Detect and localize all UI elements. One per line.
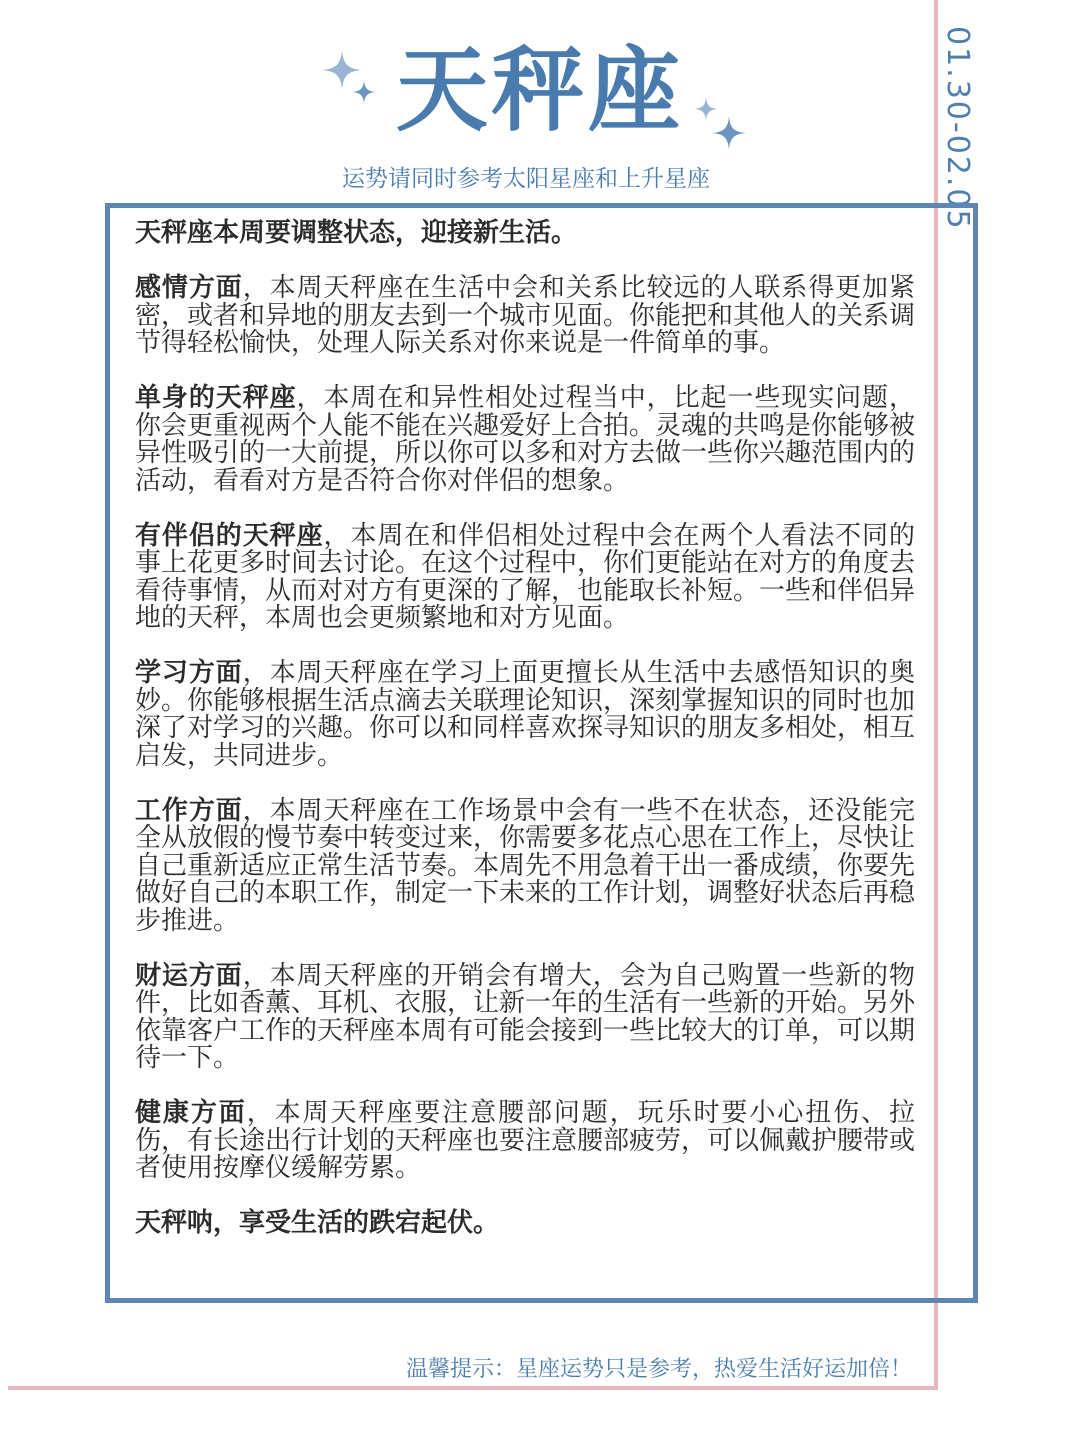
date-range: 01.30-02.05 xyxy=(940,26,975,231)
section-study xyxy=(135,660,915,770)
page-subtitle: 运势请同时参考太阳星座和上升星座 xyxy=(342,166,710,192)
section-text: ，本周在和伴侣相处过程中会在两个人看法不同的事上花更多时间去讨论。在这个过程中，你们更能站在对方的角度去看待事情，从而对对方有更深的了解，也能取长补短。一些和伴侣异地的天秤，本周也会更频繁地和对方见面。 xyxy=(135,520,916,633)
horoscope-content xyxy=(135,220,915,1265)
section-single xyxy=(135,385,915,495)
section-label: 工作方面 xyxy=(135,795,243,826)
section-partnered xyxy=(135,520,916,633)
section-text: ，本周天秤座要注意腰部问题，玩乐时要小心扭伤、拉伤，有长途出行计划的天秤座也要注意腰部疲劳，可以佩戴护腰带或者使用按摩仪缓解劳累。 xyxy=(135,1098,916,1183)
footer-tip: 温馨提示：星座运势只是参考，热爱生活好运加倍！ xyxy=(405,1357,912,1382)
section-label: 单身的天秤座 xyxy=(135,383,297,413)
section-health xyxy=(135,1100,915,1183)
section-work xyxy=(135,795,916,936)
section-text: ，本周天秤座在工作场景中会有一些不在状态，还没能完全从放假的慢节奏中转变过来，你需要多花点心思在工作上，尽快让自己重新适应正常生活节奏。本周先不用急着干出一番成绩，你要先做好自己的本职工作，制定一下未来的工作计划，调整好状态后再稳步推进。 xyxy=(135,795,916,936)
section-label: 学习方面 xyxy=(135,658,243,688)
section-text: ，本周天秤座在学习上面更擅长从生活中去感悟知识的奥妙。你能够根据生活点滴去关联理论知识，深刻掌握知识的同时也加深了对学习的兴趣。你可以和同样喜欢探寻知识的朋友多相处，相互启发，共同进步。 xyxy=(135,658,916,771)
section-label: 感情方面 xyxy=(135,273,243,303)
section-label: 健康方面 xyxy=(135,1098,247,1128)
section-text: ，本周在和异性相处过程当中，比起一些现实问题，你会更重视两个人能不能在兴趣爱好上合拍。灵魂的共鸣是你能够被异性吸引的一大前提，所以你可以多和对方去做一些你兴趣范围内的活动，看看对方是否符合你对伴侣的想象。 xyxy=(135,383,916,496)
page-title: 天秤座 xyxy=(395,37,684,144)
section-wealth xyxy=(135,960,916,1073)
section-label: 财运方面 xyxy=(135,960,243,991)
section-label: 有伴侣的天秤座 xyxy=(135,520,324,551)
closing-line: 天秤呐，享受生活的跌宕起伏。 xyxy=(135,1208,500,1238)
pink-horizontal-rule xyxy=(8,1386,938,1390)
section-text: ，本周天秤座在生活中会和关系比较远的人联系得更加紧密，或者和异地的朋友去到一个城市见面。你能把和其他人的关系调节得轻松愉快，处理人际关系对你来说是一件简单的事。 xyxy=(135,273,916,358)
section-text: ，本周天秤座的开销会有增大，会为自己购置一些新的物件，比如香薰、耳机、衣服，让新一年的生活有一些新的开始。另外依靠客户工作的天秤座本周有可能会接到一些比较大的订单，可以期待一下。 xyxy=(135,960,916,1073)
headline: 天秤座本周要调整状态，迎接新生活。 xyxy=(135,218,578,248)
section-love xyxy=(135,275,915,358)
